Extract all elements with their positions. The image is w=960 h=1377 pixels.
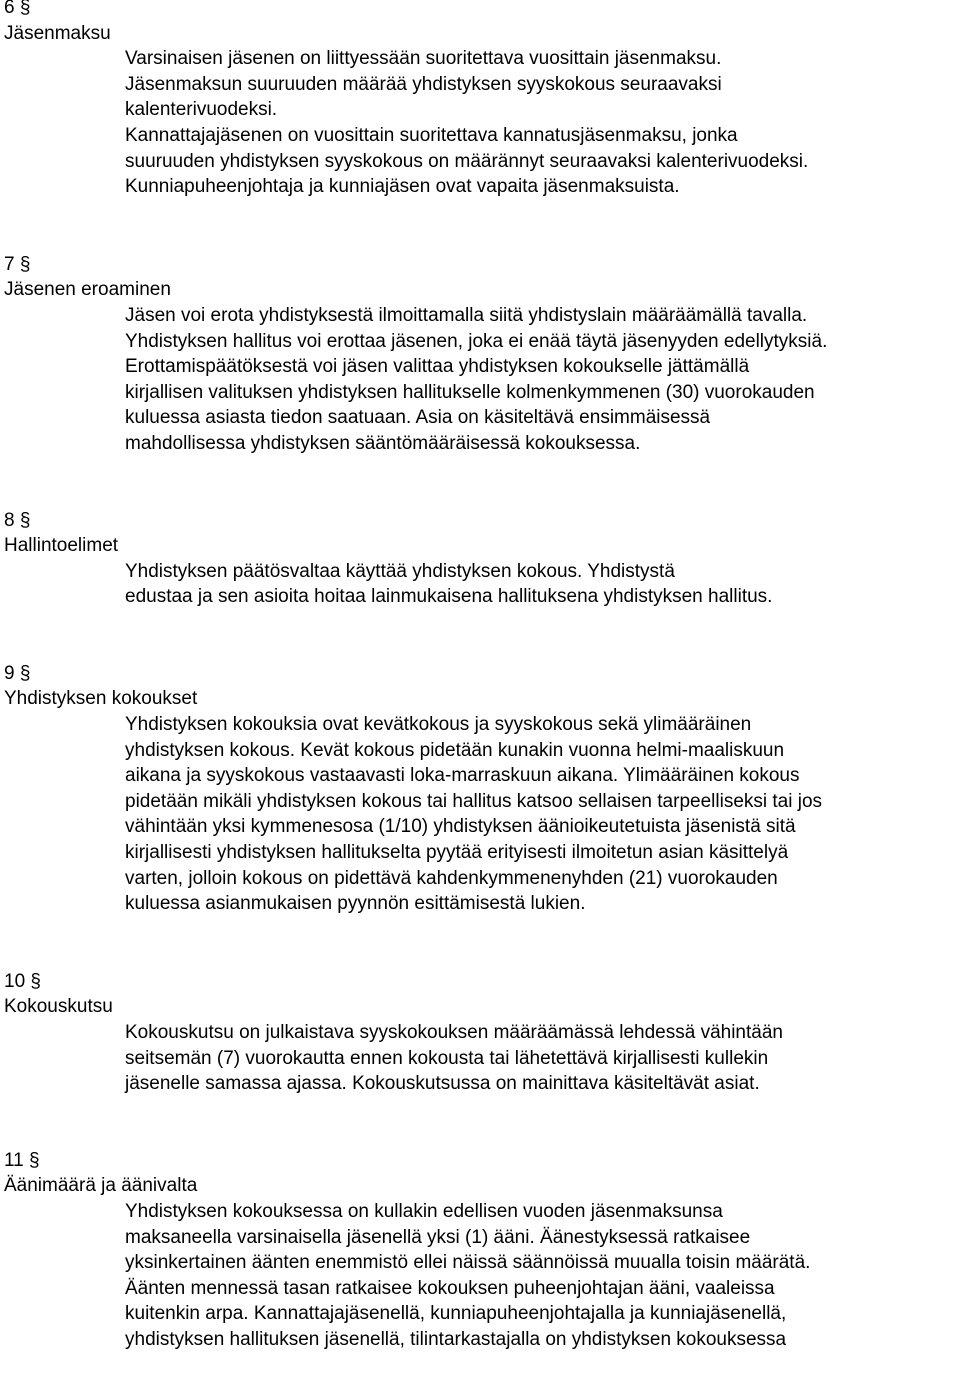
body-line: kuluessa asiasta tiedon saatuaan. Asia on käsiteltävä ensimmäisessä	[125, 407, 711, 429]
section-body	[125, 559, 955, 610]
section-7	[0, 252, 960, 457]
body-line: kalenterivuodeksi.	[125, 99, 278, 121]
body-line: Kannattajajäsenen on vuosittain suoritettava kannatusjäsenmaksu, jonka	[125, 124, 738, 146]
body-line: Äänten mennessä tasan ratkaisee kokouksen puheenjohtajan ääni, vaaleissa	[125, 1277, 775, 1299]
section-10	[0, 969, 960, 1097]
body-line: Yhdistyksen kokouksessa on kullakin edellisen vuoden jäsenmaksunsa	[125, 1200, 723, 1222]
body-line: Erottamispäätöksestä voi jäsen valittaa yhdistyksen kokoukselle jättämällä	[125, 356, 750, 378]
section-body	[125, 712, 955, 917]
body-line: aikana ja syyskokous vastaavasti loka-marraskuun aikana. Ylimääräinen kokous	[125, 765, 800, 787]
section-title: Äänimäärä ja äänivalta	[4, 1175, 198, 1197]
body-line: Jäsen voi erota yhdistyksestä ilmoittamalla siitä yhdistyslain määräämällä tavalla.	[125, 304, 808, 326]
body-line: Yhdistyksen päätösvaltaa käyttää yhdistyksen kokous. Yhdistystä	[125, 560, 675, 582]
section-number: 11 §	[4, 1149, 40, 1171]
section-body	[125, 1020, 955, 1097]
body-line: suuruuden yhdistyksen syyskokous on määrännyt seuraavaksi kalenterivuodeksi.	[125, 150, 809, 172]
section-9	[0, 661, 960, 917]
body-line: Kokouskutsu on julkaistava syyskokouksen määräämässä lehdessä vähintään	[125, 1022, 783, 1043]
section-number: 7 §	[4, 253, 31, 275]
body-line: yhdistyksen hallituksen jäsenellä, tilintarkastajalla on yhdistyksen kokouksessa	[125, 1328, 787, 1350]
section-title: Hallintoelimet	[4, 535, 119, 557]
section-number: 9 §	[4, 662, 31, 684]
section-title: Kokouskutsu	[4, 996, 113, 1018]
body-line: Jäsenmaksun suuruuden määrää yhdistyksen syyskokous seuraavaksi	[125, 73, 722, 95]
body-line: maksaneella varsinaisella jäsenellä yksi (1) ääni. Äänestyksessä ratkaisee	[125, 1226, 751, 1248]
body-line: kirjallisen valituksen yhdistyksen hallitukselle kolmenkymmenen (30) vuorokauden	[125, 381, 815, 403]
body-line: yksinkertainen äänten enemmistö ellei näissä säännöissä muualla toisin määrätä.	[125, 1252, 811, 1274]
body-line: kuluessa asianmukaisen pyynnön esittämisestä lukien.	[125, 893, 586, 915]
body-line: Yhdistyksen hallitus voi erottaa jäsenen, joka ei enää täytä jäsenyyden edellytyksiä.	[125, 330, 828, 352]
body-line: edustaa ja sen asioita hoitaa lainmukaisena hallituksena yhdistyksen hallitus.	[125, 586, 773, 608]
body-line: kuitenkin arpa. Kannattajajäsenellä, kunniapuheenjohtajalla ja kunniajäsenellä,	[125, 1303, 787, 1325]
section-title: Yhdistyksen kokoukset	[4, 688, 198, 710]
body-line: varten, jolloin kokous on pidettävä kahdenkymmenenyhden (21) vuorokauden	[125, 867, 778, 889]
section-8	[0, 508, 960, 610]
section-body	[125, 303, 955, 457]
body-line: yhdistyksen kokous. Kevät kokous pidetään kunakin vuonna helmi-maaliskuun	[125, 739, 785, 761]
section-body	[125, 46, 955, 200]
body-line: seitsemän (7) vuorokautta ennen kokousta tai lähetettävä kirjallisesti kullekin	[125, 1047, 769, 1069]
body-line: jäsenelle samassa ajassa. Kokouskutsussa on mainittava käsiteltävät asiat.	[125, 1073, 760, 1095]
body-line: Yhdistyksen kokouksia ovat kevätkokous ja syyskokous sekä ylimääräinen	[125, 714, 752, 736]
section-6	[0, 0, 960, 200]
body-line: vähintään yksi kymmenesosa (1/10) yhdistyksen äänioikeutetuista jäsenistä sitä	[125, 816, 796, 838]
section-number: 10 §	[4, 970, 41, 992]
body-line: mahdollisessa yhdistyksen sääntömääräisessä kokouksessa.	[125, 432, 641, 454]
section-number: 6 §	[4, 0, 31, 18]
body-line: kirjallisesti yhdistyksen hallitukselta pyytää erityisesti ilmoitetun asian käsittelyä	[125, 842, 789, 864]
body-line: Varsinaisen jäsenen on liittyessään suoritettava vuosittain jäsenmaksu.	[125, 48, 722, 70]
section-title: Jäsenmaksu	[4, 22, 111, 44]
section-body	[125, 1199, 955, 1353]
section-number: 8 §	[4, 509, 31, 531]
body-line: Kunniapuheenjohtaja ja kunniajäsen ovat vapaita jäsenmaksuista.	[125, 176, 680, 198]
section-11	[0, 1148, 960, 1353]
section-title: Jäsenen eroaminen	[4, 279, 171, 301]
body-line: pidetään mikäli yhdistyksen kokous tai hallitus katsoo sellaisen tarpeelliseksi tai jos	[125, 790, 823, 812]
